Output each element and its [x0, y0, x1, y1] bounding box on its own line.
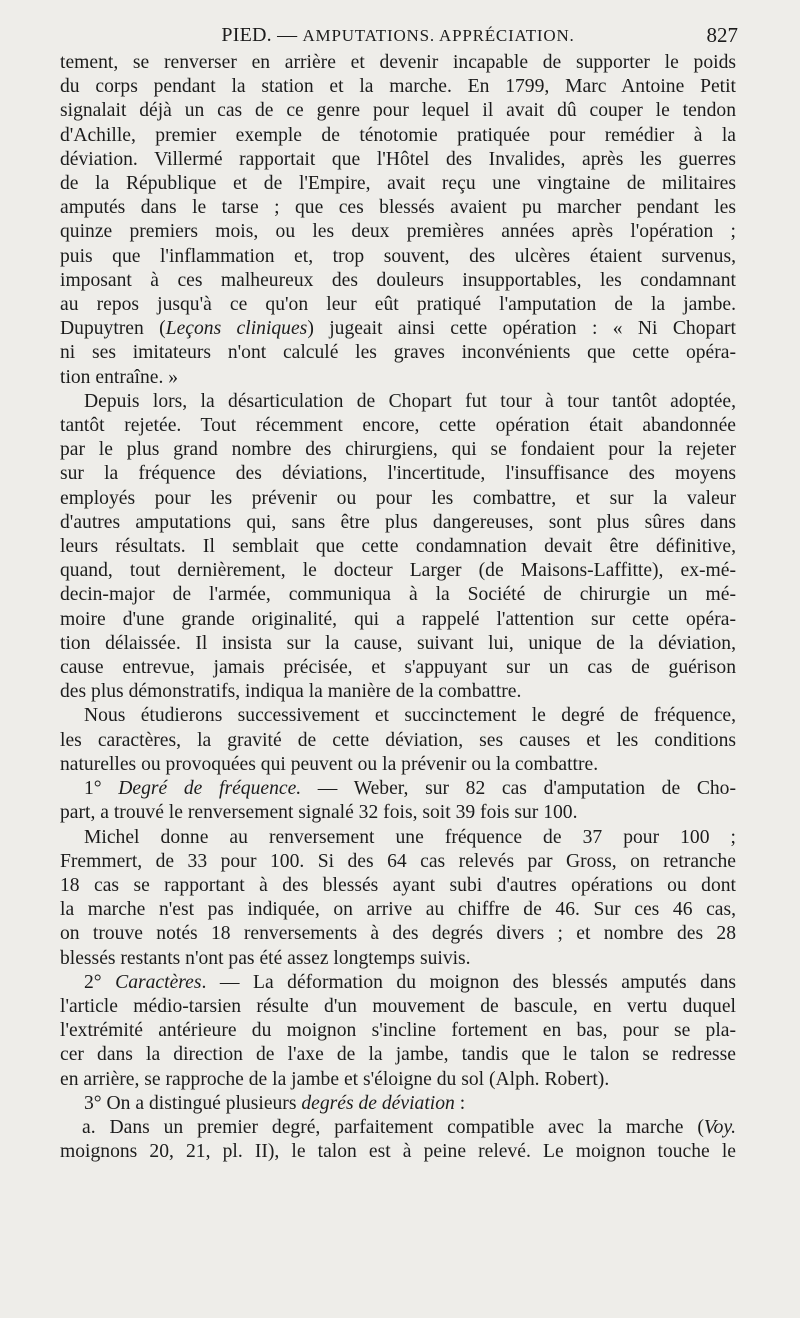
italic-reference: Voy. [703, 1116, 736, 1138]
text-line: Fremmert, de 33 pour 100. Si des 64 cas relevés par Gross, on retranche [60, 850, 736, 872]
text-segment: a. Dans un premier degré, parfaitement compatible avec la marche ( [82, 1116, 704, 1138]
text-line: ni ses imitateurs n'ont calculé les graves inconvénients que cette opéra- [60, 342, 736, 364]
text-line: moire d'une grande originalité, qui a rappelé l'attention sur cette opéra- [60, 608, 736, 630]
section-heading: Caractères [115, 971, 202, 993]
running-title-sub: AMPUTATIONS. APPRÉCIATION. [302, 26, 575, 45]
text-segment: Dupuytren ( [60, 318, 166, 340]
text-line: tement, se renverser en arrière et devenir incapable de supporter le poids [60, 52, 736, 73]
running-title-main: PIED. — [221, 24, 298, 46]
text-line: decin-major de l'armée, communiqua à la Société de chirurgie un mé- [60, 584, 736, 606]
section-number: 2° [84, 971, 116, 993]
text-line: Nous étudierons successivement et succinctement le degré de fréquence, [84, 705, 736, 727]
running-head [60, 20, 736, 50]
text-line: Depuis lors, la désarticulation de Chopart fut tour à tour tantôt adoptée, [84, 390, 736, 412]
text-line: blessés restants n'ont pas été assez longtemps suivis. [60, 947, 471, 969]
text-line: d'autres amputations qui, sans être plus dangereuses, sont plus sûres dans [60, 511, 736, 533]
text-line [60, 317, 736, 341]
text-line: signalait déjà un cas de ce genre pour lequel il avait dû couper le tendon [60, 100, 736, 122]
text-line: amputés dans le tarse ; que ces blessés avaient pu marcher pendant les [60, 197, 736, 219]
text-line: tion délaissée. Il insista sur la cause, suivant lui, unique de la déviation, [60, 632, 736, 654]
text-line [60, 971, 736, 995]
section-number: 3° On a distingué plusieurs [84, 1092, 302, 1114]
text-line: tantôt rejetée. Tout récemment encore, cette opération était abandonnée [60, 415, 736, 437]
text-line: Michel donne au renversement une fréquence de 37 pour 100 ; [84, 826, 736, 848]
text-line: des plus démonstratifs, indiqua la manière de la combattre. [60, 681, 522, 703]
text-line [60, 777, 736, 801]
section-heading: degrés de déviation [301, 1092, 455, 1114]
page-number: 827 [706, 23, 738, 47]
text-line: de la République et de l'Empire, avait reçu une vingtaine de militaires [60, 173, 736, 195]
text-segment: — Weber, sur 82 cas d'amputation de Cho- [301, 778, 737, 800]
text-line: les caractères, la gravité de cette déviation, ses causes et les conditions [60, 729, 736, 751]
text-line: cer dans la direction de l'axe de la jambe, tandis que le talon se redresse [60, 1044, 736, 1066]
text-line: quand, tout dernièrement, le docteur Larger (de Maisons-Laffitte), ex-mé- [60, 560, 736, 582]
text-line: naturelles ou provoquées qui peuvent ou la prévenir ou la combattre. [60, 753, 599, 775]
text-line: par le plus grand nombre des chirurgiens, qui se fondaient pour la rejeter [60, 439, 736, 461]
text-line: tion entraîne. » [60, 366, 179, 388]
section-heading: Degré de fréquence. [118, 778, 302, 800]
text-line: leurs résultats. Il semblait que cette condamnation devait être définitive, [60, 536, 736, 558]
text-segment: . — La déformation du moignon des blessés amputés dans [201, 971, 737, 993]
section-number: 1° [84, 778, 119, 800]
text-line: moignons 20, 21, pl. II), le talon est à peine relevé. Le moignon touche le [60, 1141, 736, 1163]
text-line: la marche n'est pas indiquée, on arrive au chiffre de 46. Sur ces 46 cas, [60, 899, 736, 921]
text-line: cause entrevue, jamais précisée, et s'appuyant sur un cas de guérison [60, 657, 736, 679]
body-text [60, 51, 736, 1164]
text-line: sur la fréquence des déviations, l'incertitude, l'insuffisance des moyens [60, 463, 736, 485]
text-segment: : [454, 1092, 466, 1114]
text-line: en arrière, se rapproche de la jambe et s'éloigne du sol (Alph. Robert). [60, 1068, 610, 1090]
text-line: quinze premiers mois, ou les deux premières années après l'opération ; [60, 221, 736, 243]
text-line: l'extrémité antérieure du moignon s'incline fortement en bas, pour se pla- [60, 1020, 736, 1042]
text-segment: ) jugeait ainsi cette opération : « Ni Chopart [307, 318, 736, 340]
text-line: on trouve notés 18 renversements à des degrés divers ; et nombre des 28 [60, 923, 736, 945]
text-line [60, 1116, 736, 1140]
italic-title: Leçons cliniques [165, 318, 308, 340]
text-line: l'article médio-tarsien résulte d'un mouvement de bascule, en vertu duquel [60, 995, 736, 1017]
text-line: part, a trouvé le renversement signalé 32 fois, soit 39 fois sur 100. [60, 802, 578, 824]
text-line: puis que l'inflammation et, trop souvent, des ulcères étaient survenus, [60, 245, 736, 267]
running-title [60, 20, 736, 51]
text-line: du corps pendant la station et la marche. En 1799, Marc Antoine Petit [60, 76, 736, 98]
text-line: 18 cas se rapportant à des blessés ayant subi d'autres opérations ou dont [60, 874, 736, 896]
text-line [60, 1092, 736, 1116]
text-line: employés pour les prévenir ou pour les combattre, et sur la valeur [60, 487, 736, 509]
text-line: imposant à ces malheureux des douleurs insupportables, les condamnant [60, 269, 736, 291]
text-line: au repos jusqu'à ce qu'on leur eût pratiqué l'amputation de la jambe. [60, 294, 736, 316]
text-line: déviation. Villermé rapportait que l'Hôtel des Invalides, après les guerres [60, 148, 736, 170]
text-line: d'Achille, premier exemple de ténotomie pratiquée pour remédier à la [60, 124, 736, 146]
